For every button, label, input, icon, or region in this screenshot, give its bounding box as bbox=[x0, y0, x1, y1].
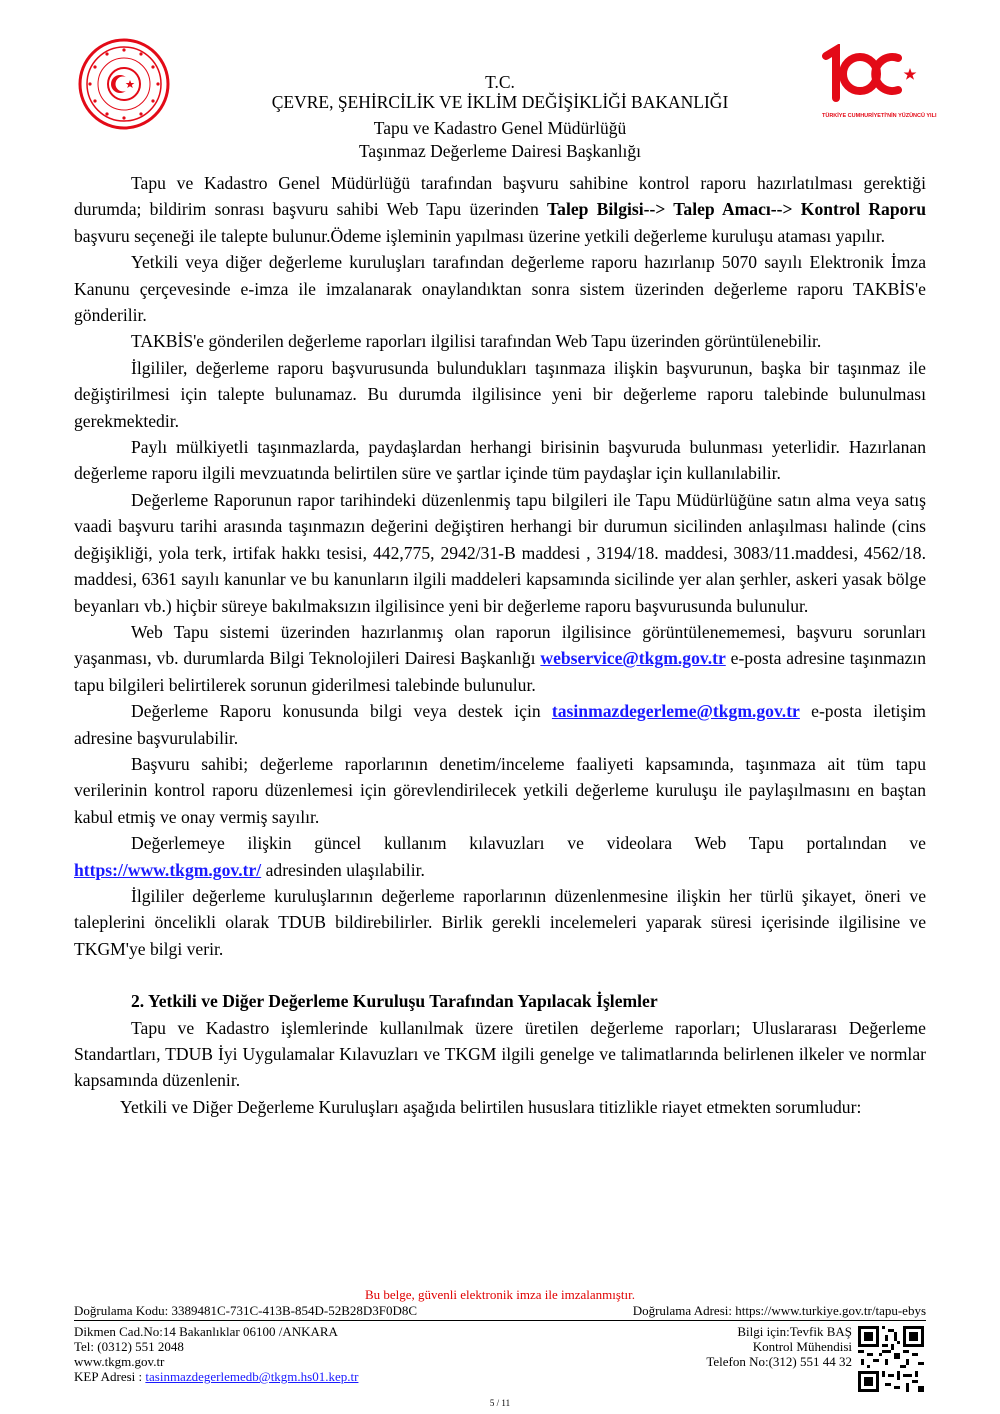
valuation-email-link[interactable]: tasinmazdegerleme@tkgm.gov.tr bbox=[551, 701, 800, 722]
verification-address: Doğrulama Adresi: https://www.turkiye.gov.tr/tapu-ebys bbox=[632, 1303, 926, 1318]
paragraph-4: İlgililer, değerleme raporu başvurusunda bulundukları taşınmaza ilişkin başvurunun, başka bir taşınmaz ile değiştirilmesi için talepte bulunamaz. Bu durumda ilgilisince yeni bir değerleme raporu talebinde bulunulması gerekmektedir. bbox=[74, 357, 926, 431]
path-instruction: Talep Bilgisi--> Talep Amacı--> Kontrol Raporu bbox=[547, 199, 926, 220]
footer-tel: Tel: (0312) 551 2048 bbox=[74, 1339, 184, 1354]
kep-address-link[interactable]: tasinmazdegerlemedb@tkgm.hs01.kep.tr bbox=[145, 1369, 359, 1384]
esign-note: Bu belge, güvenli elektronik imza ile imzalanmıştır. bbox=[364, 1287, 636, 1302]
paragraph-12: Tapu ve Kadastro işlemlerinde kullanılmak üzere üretilen değerleme raporları; Uluslararası Değerleme Standartları, TDUB İyi Uygulamalar Kılavuzları ve TKGM ilgili genelge ve talimatlarında belirlenen ilkeler ve normlar kapsamında düzenlenir. bbox=[74, 1017, 926, 1091]
paragraph-3: TAKBİS'e gönderilen değerleme raporları ilgilisi tarafından Web Tapu üzerinden görüntülenebilir. bbox=[131, 331, 822, 352]
header-directorate: Tapu ve Kadastro Genel Müdürlüğü bbox=[373, 118, 627, 138]
paragraph-6: Değerleme Raporunun rapor tarihindeki düzenlenmiş tapu bilgileri ile Tapu Müdürlüğüne satın alma veya satış vaadi başvuru tarihi arasında taşınmazın değerini değiştiren herhangi bir durumun sicilinden anlaşılması halinde (cins değişikliği, yola terk, irtifak hakkı tesisi, 442,775, 2942/31-B maddesi , 3194/18. maddesi, 3083/11.maddesi, 4562/18. maddesi, 6361 sayılı kanunlar ve bu kanunların ilgili maddeleri kapsamında sicilinde yer alan şerhler, askeri yasak bölge beyanları vb.) hiçbir süreye bakılmaksızın ilgilisince yeni bir değerleme raporu başvurusunda bulunulur. bbox=[74, 489, 926, 616]
section-heading: 2. Yetkili ve Diğer Değerleme Kuruluşu Tarafından Yapılacak İşlemler bbox=[131, 991, 658, 1012]
qr-code-icon bbox=[858, 1326, 924, 1392]
webservice-email-link[interactable]: webservice@tkgm.gov.tr bbox=[540, 648, 726, 669]
header-department: Taşınmaz Değerleme Dairesi Başkanlığı bbox=[358, 141, 642, 161]
paragraph-10: Değerlemeye ilişkin güncel kullanım kılavuzları ve videolara Web Tapu portalından ve https://www.tkgm.gov.tr/ adresinden ulaşılabilir. bbox=[74, 833, 926, 880]
paragraph-1: Tapu ve Kadastro Genel Müdürlüğü tarafından başvuru sahibine kontrol raporu hazırlatılması gerektiği durumda; bildirim sonrası başvuru sahibi Web Tapu üzerinden Talep Bilgisi--> Talep Amacı--> Kontrol Raporu başvuru seçeneği ile talepte bulunur.Ödeme işleminin yapılması üzerine yetkili değerleme kuruluşu ataması yapılır. bbox=[74, 173, 926, 246]
verification-code: Doğrulama Kodu: 3389481C-731C-413B-854D-52B28D3F0D8C bbox=[74, 1303, 418, 1318]
paragraph-2: Yetkili veya diğer değerleme kuruluşları tarafından değerleme raporu hazırlanıp 5070 sayılı Elektronik İmza Kanunu çerçevesinde e-imza ile imzalanarak onaylandıktan sonra sistem üzerinden değerleme raporu TAKBİS'e gönderilir. bbox=[74, 252, 926, 326]
contact-title: Kontrol Mühendisi bbox=[752, 1339, 852, 1354]
footer-web: www.tkgm.gov.tr bbox=[74, 1354, 165, 1369]
header-tc: T.C. bbox=[485, 72, 515, 92]
page-number: 5 / 11 bbox=[489, 1398, 511, 1408]
contact-name: Bilgi için:Tevfik BAŞ bbox=[737, 1324, 852, 1339]
paragraph-9: Başvuru sahibi; değerleme raporlarının denetim/inceleme faaliyeti kapsamında, taşınmaza ait tüm tapu verilerinin kontrol raporu düzenlemesi için görevlendirilecek yetkili değerleme kuruluşu ile paylaşılmasını en baştan kabul etmiş ve onay vermiş sayılır. bbox=[74, 753, 926, 827]
paragraph-5: Paylı mülkiyetli taşınmazlarda, paydaşlardan herhangi birisinin başvuruda bulunması yeterlidir. Hazırlanan değerleme raporu ilgili mevzuatında belirtilen süre ve şartlar içinde tüm paydaşlar için kullanılabilir. bbox=[74, 437, 926, 484]
paragraph-8: Değerleme Raporu konusunda bilgi veya destek için tasinmazdegerleme@tkgm.gov.tr e-posta iletişim adresine başvurulabilir. bbox=[74, 701, 926, 748]
tkgm-website-link[interactable]: https://www.tkgm.gov.tr/ bbox=[74, 859, 262, 880]
paragraph-11: İlgililer değerleme kuruluşlarının değerleme raporlarının düzenlenmesine ilişkin her türlü şikayet, öneri ve taleplerini öncelikli olarak TDUB bildirebilirler. Birlik gerekli incelemeleri yaparak süresi içerisinde ilgilisine ve TKGM'ye bilgi verir. bbox=[74, 885, 926, 959]
paragraph-13: Yetkili ve Diğer Değerleme Kuruluşları aşağıda belirtilen hususlara titizlikle riayet etmekten sorumludur: bbox=[120, 1096, 862, 1117]
header-ministry: ÇEVRE, ŞEHİRCİLİK VE İKLİM DEĞİŞİKLİĞİ BAKANLIĞI bbox=[271, 92, 729, 112]
document-body bbox=[74, 170, 926, 1120]
centennial-caption: TÜRKİYE CUMHURİYETİ'NİN YÜZÜNCÜ YILI bbox=[822, 113, 937, 119]
footer-address: Dikmen Cad.No:14 Bakanlıklar 06100 /ANKARA bbox=[74, 1324, 338, 1339]
paragraph-7: Web Tapu sistemi üzerinden hazırlanmış olan raporun ilgilisince görüntülenememesi, başvuru sorunları yaşanması, vb. durumlarda Bilgi Teknolojileri Dairesi Başkanlığı webservice@tkgm.gov.tr e-posta adresine taşınmazın tapu bilgileri belirtilerek sorunun giderilmesi talebinde bulunulur. bbox=[74, 621, 926, 695]
footer-divider bbox=[74, 1320, 926, 1321]
footer-kep: KEP Adresi : tasinmazdegerlemedb@tkgm.hs01.kep.tr bbox=[74, 1369, 359, 1384]
contact-phone: Telefon No:(312) 551 44 32 bbox=[706, 1354, 852, 1369]
